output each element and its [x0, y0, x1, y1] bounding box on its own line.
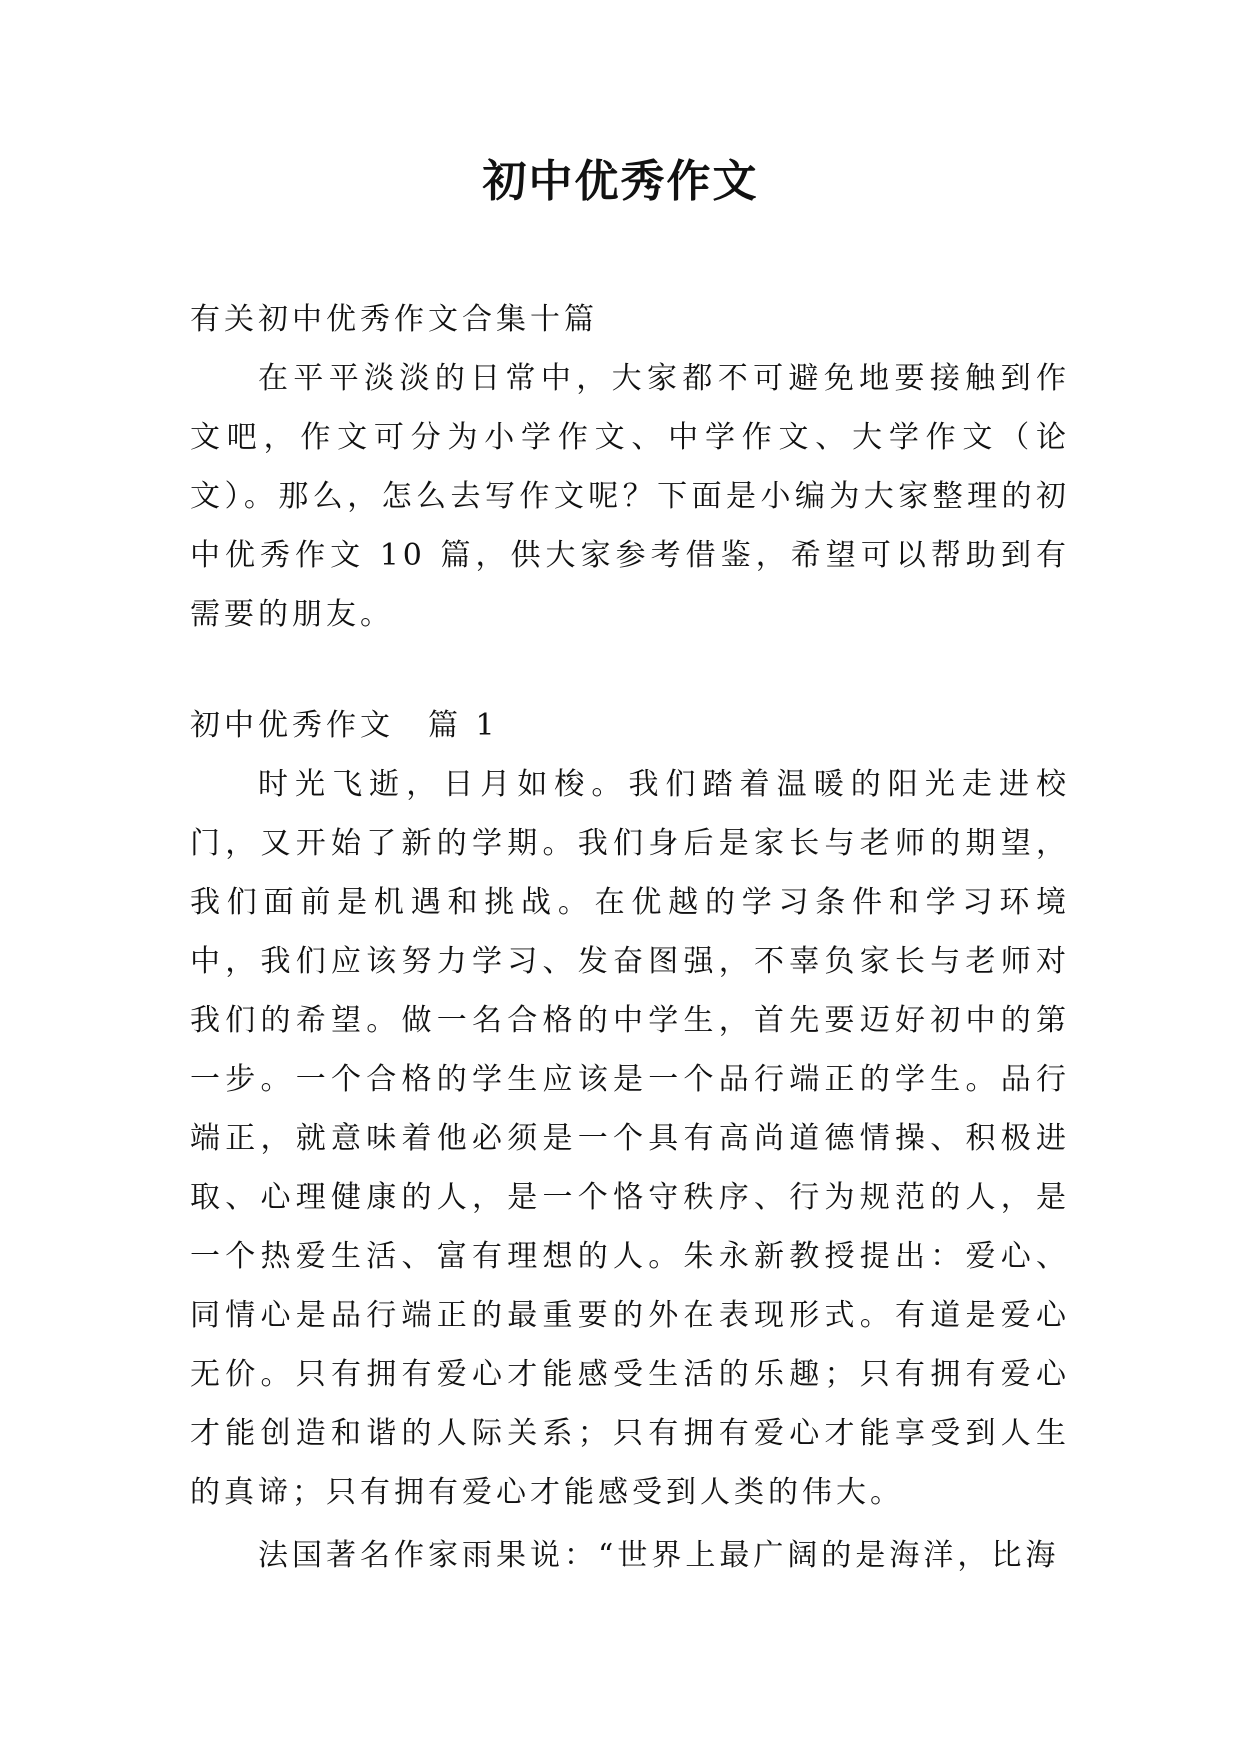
document-title: 初中优秀作文	[482, 156, 759, 207]
section-heading: 初中优秀作文 篇 1	[190, 708, 499, 743]
section-paragraph: 时光飞逝，日月如梭。我们踏着温暖的阳光走进校门，又开始了新的学期。我们身后是家长与老师的期望，我们面前是机遇和挑战。在优越的学习条件和学习环境中，我们应该努力学习、发奋图强，不辜负家长与老师对我们的希望。做一名合格的中学生，首先要迈好初中的第一步。一个合格的学生应该是一个品行端正的学生。品行端正，就意味着他必须是一个具有高尚道德情操、积极进取、心理健康的人，是一个恪守秩序、行为规范的人，是一个热爱生活、富有理想的人。朱永新教授提出：爱心、同情心是品行端正的最重要的外在表现形式。有道是爱心无价。只有拥有爱心才能感受生活的乐趣；只有拥有爱心才能创造和谐的人际关系；只有拥有爱心才能享受到人生的真谛；只有拥有爱心才能感受到人类的伟大。	[190, 767, 1070, 1510]
section-paragraph: 法国著名作家雨果说：“世界上最广阔的是海洋，比海	[258, 1538, 1060, 1573]
document-subtitle: 有关初中优秀作文合集十篇	[190, 302, 598, 337]
intro-paragraph: 在平平淡淡的日常中，大家都不可避免地要接触到作文吧，作文可分为小学作文、中学作文、大学作文（论文）。那么，怎么去写作文呢？下面是小编为大家整理的初中优秀作文 10 篇，供大家参考借鉴，希望可以帮助到有需要的朋友。	[190, 361, 1070, 632]
